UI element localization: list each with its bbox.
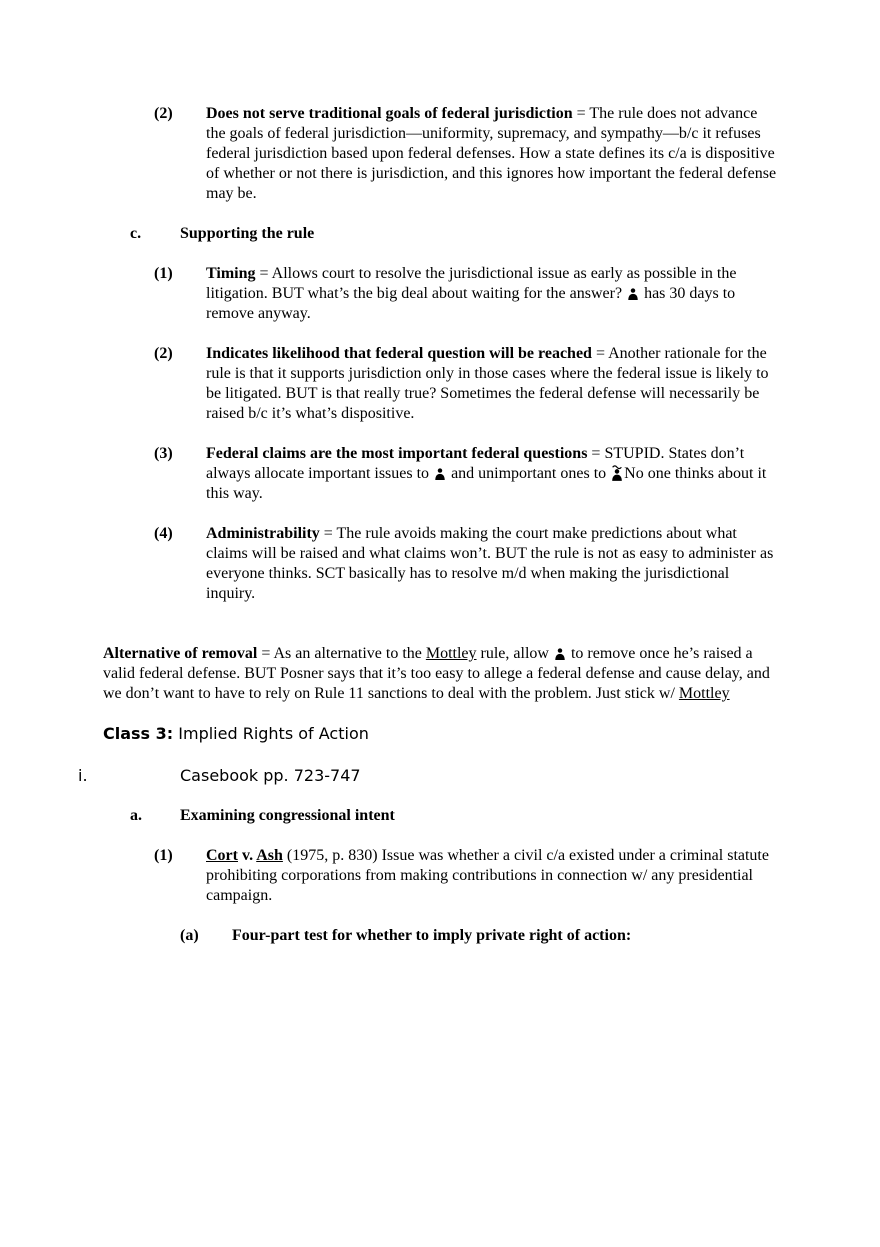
bold-leadin: Alternative of removal (103, 645, 258, 662)
casebook-reference (78, 766, 777, 786)
bold-heading: Examining congressional intent (180, 807, 395, 824)
class-title: Implied Rights of Action (173, 724, 369, 743)
heading-supporting-the-rule (103, 224, 777, 244)
case-name-cort: Cort (206, 847, 238, 864)
body-text: Casebook pp. 723-747 (180, 766, 361, 785)
body-text: has 30 days to remove anyway. (206, 285, 736, 322)
paragraph-traditional-goals (103, 104, 777, 204)
bold-leadin: Timing (206, 265, 256, 282)
body-text: rule, allow (476, 645, 553, 662)
heading-four-part-test (103, 926, 777, 946)
class-label: Class 3: (103, 724, 174, 743)
body-text: = STUPID. States don’t always allocate important issues to (206, 445, 745, 482)
list-marker: i. (78, 766, 88, 785)
class-3-heading (103, 724, 777, 744)
body-text: No one thinks about it this way. (206, 465, 767, 502)
body-text: = As an alternative to the (257, 645, 426, 662)
list-marker: (2) (154, 345, 173, 362)
body-text: = The rule avoids making the court make predictions about what claims will be raised and what claims won’t. BUT the rule is not as easy to administer as everyone thinks. SCT basically has to resolve m/d when making the jurisdictional inquiry. (206, 525, 774, 602)
list-marker: (3) (154, 445, 173, 462)
paragraph-alternative-of-removal (103, 644, 777, 704)
bold-leadin: Administrability (206, 525, 320, 542)
body-text: = Another rationale for the rule is that it supports jurisdiction only in those cases where the federal issue is likely to be litigated. BUT is that really true? Sometimes the federal defense will necessarily be raised b/c it’s what’s dispositive. (206, 345, 769, 422)
court-party-tilde-icon (610, 465, 624, 481)
list-marker: (1) (154, 847, 173, 864)
paragraph-cort-v-ash (103, 846, 777, 906)
bold-leadin: Federal claims are the most important federal questions (206, 445, 588, 462)
body-text: = The rule does not advance the goals of federal jurisdiction—uniformity, supremacy, and sympathy—b/c it refuses federal jurisdiction based upon federal defenses. How a state defines its c/a is dispositive of whether or not there is jurisdiction, and this ignores how important the federal defense may be. (206, 105, 777, 202)
body-text: = Allows court to resolve the jurisdictional issue as early as possible in the litigation. BUT what’s the big deal about waiting for the answer? (206, 265, 737, 302)
list-marker: (4) (154, 525, 173, 542)
case-vs: v. (237, 847, 257, 864)
case-name-mottley: Mottley (678, 685, 730, 702)
list-marker: (a) (180, 927, 199, 944)
paragraph-timing (103, 264, 777, 324)
case-name-mottley: Mottley (425, 645, 477, 662)
bold-leadin: Indicates likelihood that federal question will be reached (206, 345, 592, 362)
paragraph-federal-claims (103, 444, 777, 504)
case-name-ash: Ash (256, 847, 283, 864)
body-text: to remove once he’s raised a valid federal defense. BUT Posner says that it’s too easy to allege a federal defense and cause delay, and we don’t want to have to rely on Rule 11 sanctions to deal with the problem. Just stick w/ (103, 645, 770, 702)
defendant-party-icon (626, 288, 640, 300)
defendant-party-icon (553, 648, 567, 660)
bold-heading: Supporting the rule (180, 225, 315, 242)
bold-heading: Four-part test for whether to imply private right of action: (232, 927, 632, 944)
list-marker: (2) (154, 105, 173, 122)
paragraph-likelihood (103, 344, 777, 424)
body-text: (1975, p. 830) Issue was whether a civil c/a existed under a criminal statute prohibiting corporations from making contributions in connection w/ any presidential campaign. (206, 847, 769, 904)
bold-leadin: Does not serve traditional goals of federal jurisdiction (206, 105, 573, 122)
body-text: and unimportant ones to (447, 465, 611, 482)
heading-examining-congressional-intent (103, 806, 777, 826)
list-marker: a. (130, 807, 142, 824)
list-marker: (1) (154, 265, 173, 282)
court-party-icon (433, 468, 447, 480)
list-marker: c. (130, 225, 142, 242)
paragraph-administrability (103, 524, 777, 604)
